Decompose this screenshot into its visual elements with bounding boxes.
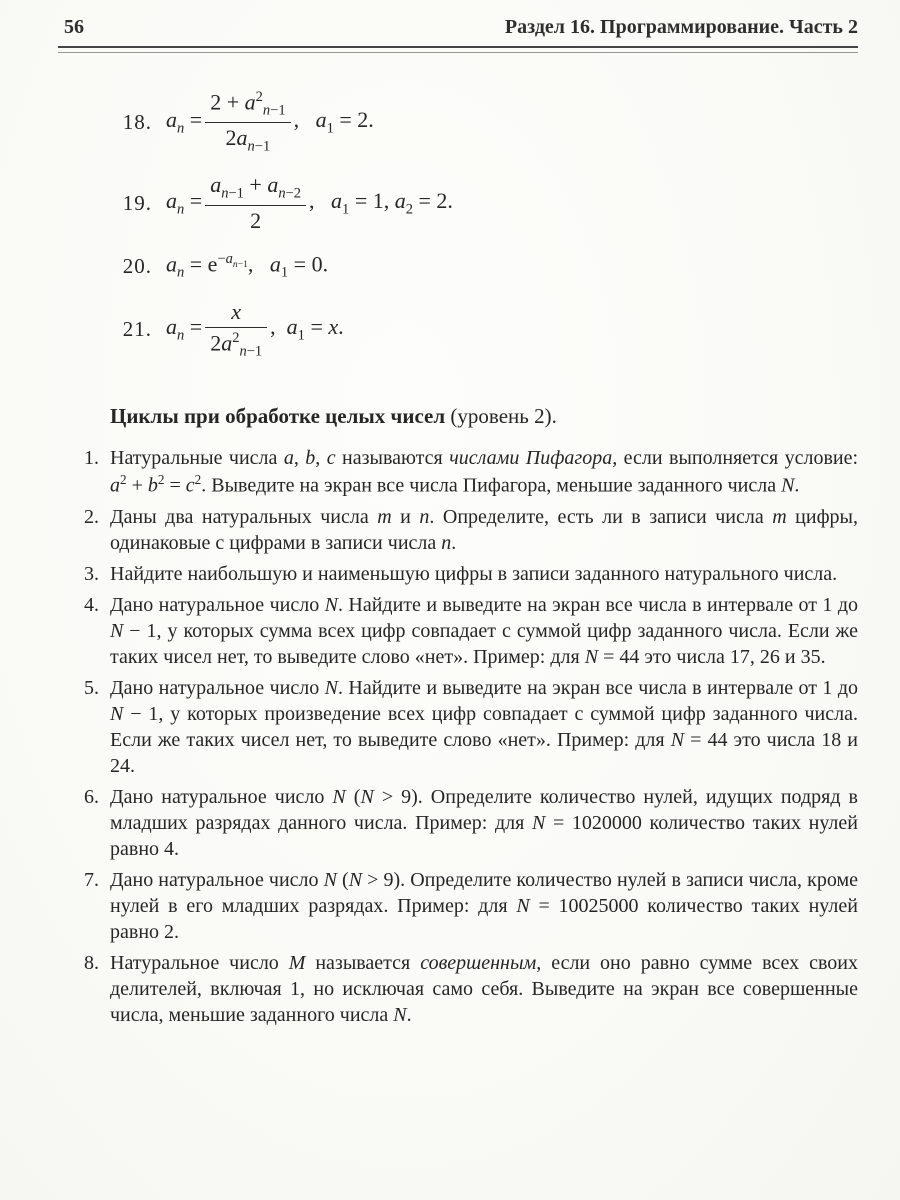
running-head xyxy=(0,0,900,39)
math-text: $a_n$ = xyxy=(166,314,203,344)
problem-item xyxy=(60,561,858,587)
problem-number: 8. xyxy=(84,952,99,974)
section-heading-normal: (уровень 2). xyxy=(445,404,557,429)
formula-row xyxy=(60,299,900,361)
formula-number: 18. xyxy=(122,109,152,134)
formula-body xyxy=(166,299,344,361)
problem-number: 7. xyxy=(84,869,99,891)
problem-text: Дано натуральное число N (N > 9). Определите количество нулей, идущих подряд в младших разрядах данного числа. Пример: для N = 1020000 количество таких нулей равно 4. xyxy=(110,786,858,860)
problem-number: 6. xyxy=(84,786,99,808)
problem-list xyxy=(60,445,858,1028)
formula-body xyxy=(166,89,374,155)
section-heading-bold: Циклы при обработке целых чисел xyxy=(110,404,446,429)
fraction xyxy=(205,299,267,361)
math-text: $a_n$ = xyxy=(166,106,203,137)
problem-text: Дано натуральное число N. Найдите и выведите на экран все числа в интервале от 1 до N − 1, у которых произведение всех цифр совпадает с суммой цифр заданного числа. Если же таких чисел нет, то выведите слово «нет». Пример: для N = 44 это числа 18 и 24. xyxy=(110,677,859,777)
problem-text: Дано натуральное число N (N > 9). Определите количество нулей в записи числа, кроме нулей в его младших разрядах. Пример: для N = 10025000 количество таких нулей равно 2. xyxy=(110,869,858,943)
problem-number: 5. xyxy=(84,677,99,699)
problem-text: Натуральное число M называется совершенным, если оно равно сумме всех своих делителей, включая 1, но исключая само себя. Выведите на экран все совершенные числа, меньшие заданного числа N. xyxy=(110,952,858,1026)
problem-number: 1. xyxy=(84,447,99,470)
math-text: $a_n = e^{-a_{n-1}}$, $a_1 = 0$. xyxy=(166,250,329,281)
problem-item xyxy=(60,867,858,945)
formula-row xyxy=(60,89,900,155)
problem-number: 4. xyxy=(84,594,99,616)
problem-item xyxy=(60,592,858,670)
problem-number: 2. xyxy=(84,506,99,528)
problem-text: Натуральные числа a, b, c называются числами Пифагора, если выполняется условие: $a^2 + b^2 = c^2$. Выведите на экран все числа Пифагора, меньшие заданного числа N. xyxy=(110,447,859,497)
problem-item xyxy=(60,675,858,779)
page-number: 56 xyxy=(64,16,84,38)
fraction-denominator: $2a^2_{n-1}$ xyxy=(210,329,263,360)
formula-row xyxy=(60,251,900,282)
fraction-numerator: $2 + a^2_{n-1}$ xyxy=(205,89,290,123)
fraction-numerator: $a_{n-1} + a_{n-2}$ xyxy=(205,172,306,206)
fraction-numerator: x xyxy=(205,299,267,328)
math-text: $a_n$ = xyxy=(166,187,203,218)
problem-text: Найдите наибольшую и наименьшую цифры в записи заданного натурального числа. xyxy=(110,563,838,585)
fraction-denominator: 2 xyxy=(250,207,262,233)
formula-list xyxy=(60,89,900,360)
problem-number: 3. xyxy=(84,563,99,585)
formula-number: 19. xyxy=(122,190,152,215)
problem-item xyxy=(60,784,858,862)
problem-text: Дано натуральное число N. Найдите и выведите на экран все числа в интервале от 1 до N − 1, у которых сумма всех цифр совпадает с суммой цифр заданного числа. Если же таких чисел нет, то выведите слово «нет». Пример: для N = 44 это числа 17, 26 и 35. xyxy=(110,594,859,668)
formula-number: 21. xyxy=(122,316,152,341)
problem-text: Даны два натуральных числа m и n. Определите, есть ли в записи числа m цифры, одинаковые с цифрами в записи числа n. xyxy=(110,506,858,554)
fraction-denominator: $2a_{n-1}$ xyxy=(225,124,271,155)
formula-number: 20. xyxy=(122,253,152,278)
problem-item xyxy=(60,504,858,556)
math-text: , $a_1 = 1$, $a_2 = 2$. xyxy=(309,187,453,218)
fraction xyxy=(205,89,290,155)
math-text: , $a_1 = x$. xyxy=(270,314,344,344)
fraction xyxy=(205,172,306,233)
section-heading xyxy=(110,404,858,429)
problem-item xyxy=(60,950,858,1028)
running-head-title: Раздел 16. Программирование. Часть 2 xyxy=(504,16,858,38)
header-rule xyxy=(58,46,858,53)
formula-body xyxy=(166,172,453,233)
formula-row xyxy=(60,172,900,233)
math-text: , $a_1 = 2$. xyxy=(293,106,374,137)
formula-body xyxy=(166,251,328,282)
problem-item xyxy=(60,445,858,499)
